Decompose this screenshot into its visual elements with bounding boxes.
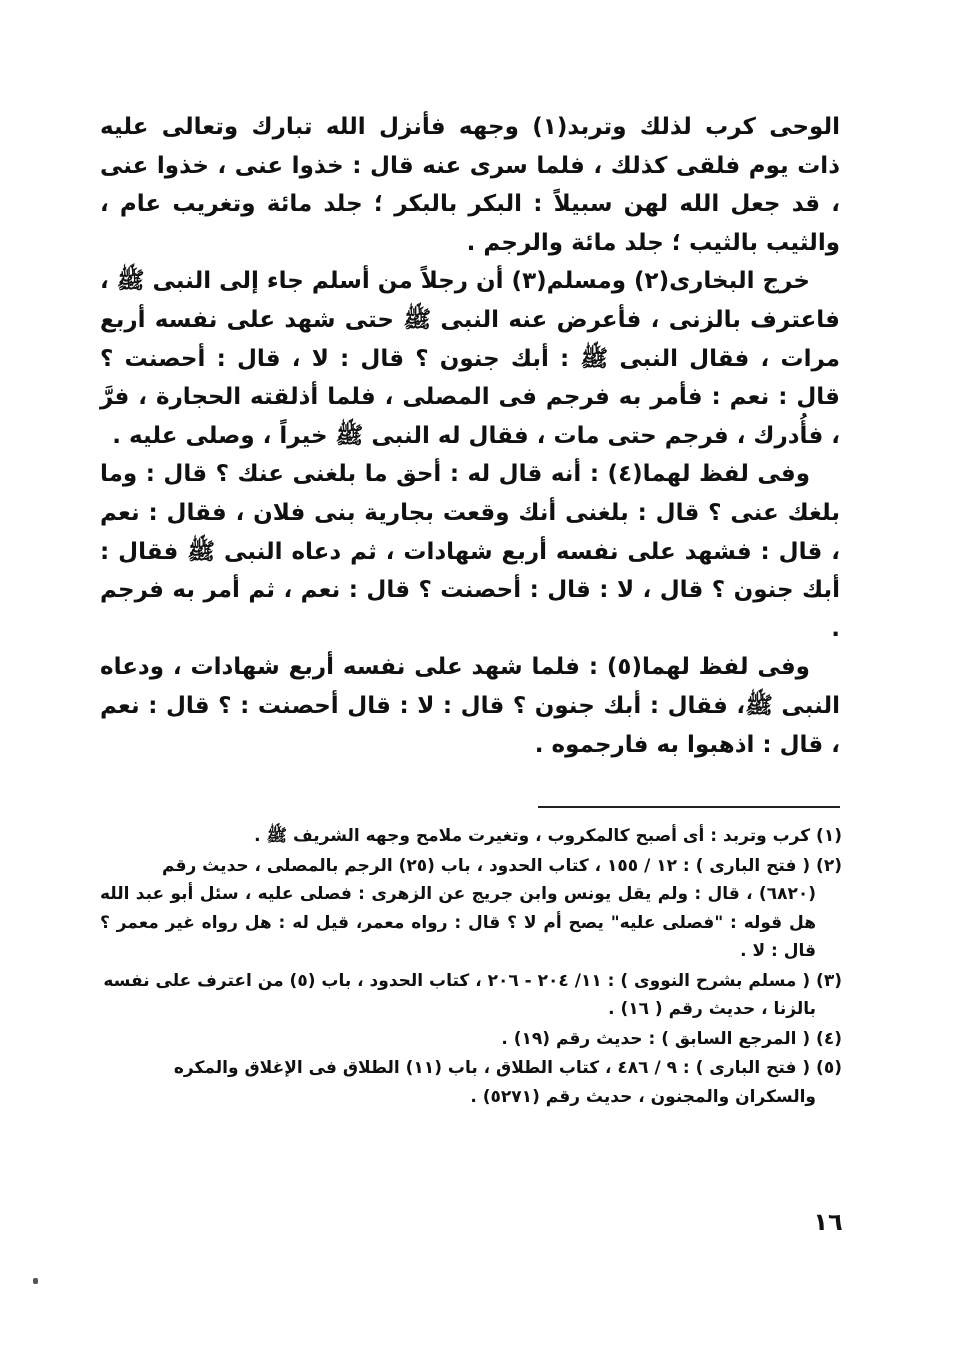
footnote-continuation: (٦٨٢٠) ، قال : ولم يقل يونس وابن جريج عن الزهرى : فصلى عليه ، سئل أبو عبد الله هل قوله : "فصلى عليه" يصح أم لا ؟ قال : رواه معمر، قيل له : هل رواه غير معمر ؟ قال : لا . (100, 884, 816, 961)
paragraph-1: الوحى كرب لذلك وتربد(١) وجهه فأنزل الله تبارك وتعالى عليه ذات يوم فلقى كذلك ، فلما سرى عنه قال : خذوا عنى ، خذوا عنى ، قد جعل الله لهن سبيلاً : البكر بالبكر ؛ جلد مائة وتغريب عام ، والثيب بالثيب ؛ جلد مائة والرجم . (100, 114, 840, 256)
footnote-text: (١) كرب وتربد : أى أصبح كالمكروب ، وتغيرت ملامح وجهه الشريف ﷺ . (254, 826, 842, 846)
footnote-separator (538, 806, 840, 808)
footnote-5 (100, 1054, 842, 1111)
footnote-continuation: بالزنا ، حديث رقم ( ١٦) . (608, 999, 816, 1019)
footnote-text: (٢) ( فتح البارى ) : ١٢ / ١٥٥ ، كتاب الحدود ، باب (٢٥) الرجم بالمصلى ، حديث رقم (162, 855, 842, 876)
paragraph-4: وفى لفظ لهما(٥) : فلما شهد على نفسه أربع شهادات ، ودعاه النبى ﷺ، فقال : أبك جنون ؟ قال : لا : قال أحصنت : ؟ قال : نعم ، قال : اذهبوا به فارجموه . (100, 654, 840, 758)
paragraph-2: خرج البخارى(٢) ومسلم(٣) أن رجلاً من أسلم جاء إلى النبى ﷺ ، فاعترف بالزنى ، فأعرض عنه النبى ﷺ حتى شهد على نفسه أربع مرات ، فقال النبى ﷺ : أبك جنون ؟ قال : لا ، قال : أحصنت ؟ قال : نعم : فأمر به فرجم فى المصلى ، فلما أذلقته الحجارة ، فرَّ ، فأُدرك ، فرجم حتى مات ، فقال له النبى ﷺ خيراً ، وصلى عليه . (99, 268, 840, 449)
footnote-text: (٣) ( مسلم بشرح النووى ) : ١١/ ٢٠٤ - ٢٠٦ ، كتاب الحدود ، باب (٥) من اعترف على نفسه (103, 970, 842, 991)
paragraph-3: وفى لفظ لهما(٤) : أنه قال له : أحق ما بلغنى عنك ؟ قال : وما بلغك عنى ؟ قال : بلغنى أنك وقعت بجارية بنى فلان ، فقال : نعم ، قال : فشهد على نفسه أربع شهادات ، ثم دعاه النبى ﷺ فقال : أبك جنون ؟ قال ، لا : قال : أحصنت ؟ قال : نعم ، ثم أمر به فرجم . (100, 461, 840, 642)
footnote-4 (100, 1025, 842, 1054)
footnote-continuation: والسكران والمجنون ، حديث رقم (٥٢٧١) . (470, 1086, 816, 1107)
footnote-3 (100, 967, 842, 1024)
main-text (100, 108, 840, 764)
footnote-1 (100, 822, 842, 851)
footnote-text: (٤) ( المرجع السابق ) : حديث رقم (١٩) . (501, 1028, 842, 1049)
footnotes (100, 822, 842, 1112)
footnote-2 (100, 852, 842, 966)
footnote-text: (٥) ( فتح البارى ) : ٩ / ٤٨٦ ، كتاب الطلاق ، باب (١١) الطلاق فى الإغلاق والمكره (173, 1058, 842, 1078)
page-number: ١٦ (813, 1208, 843, 1236)
scan-speck (33, 1278, 38, 1284)
